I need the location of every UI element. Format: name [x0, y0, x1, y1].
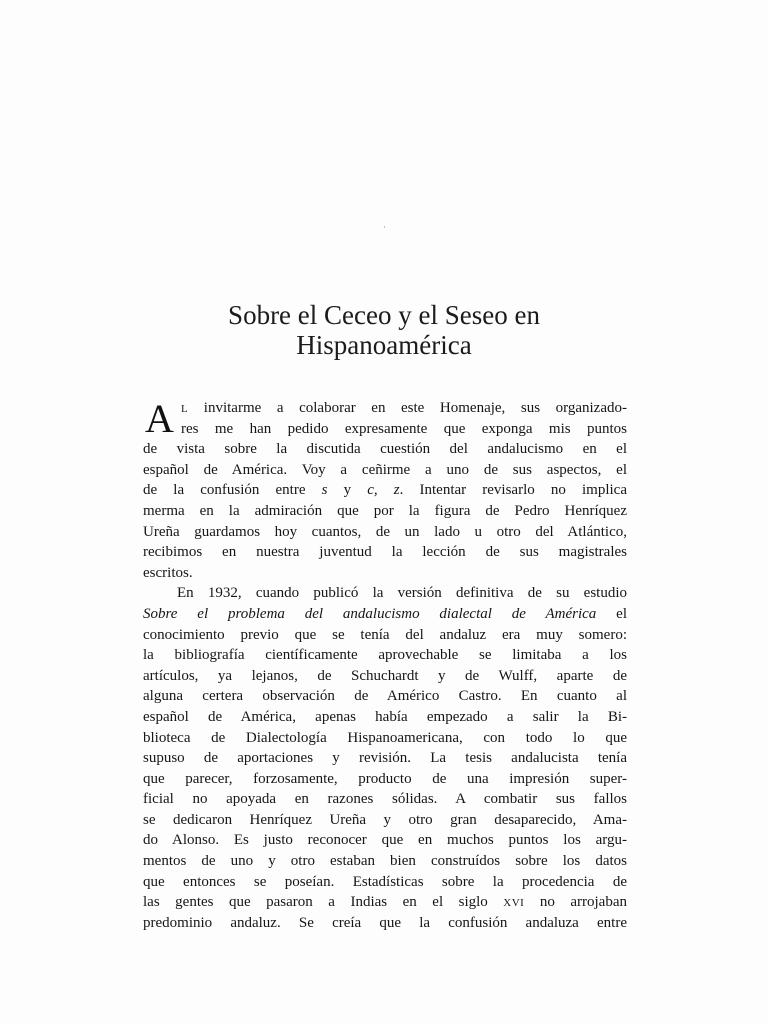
title-line-2: Hispanoamérica: [296, 330, 472, 360]
italic-letters: c, z: [367, 482, 400, 499]
text-line: [143, 892, 627, 913]
text-line: que entonces se poseían. Estadísticas sobre la procedencia de: [143, 873, 627, 890]
paragraph-1: [143, 398, 627, 583]
text-line: ficial no apoyada en razones sólidas. A combatir sus fallos: [143, 791, 627, 808]
paragraph-2: [143, 583, 627, 933]
text-line: español de América, apenas había empezado a salir la Bi-: [143, 708, 627, 725]
text-line: do Alonso. Es justo reconocer que en muchos puntos los argu-: [143, 832, 627, 849]
lead-smallcaps: L: [181, 403, 189, 415]
page-mark: ·: [383, 223, 386, 233]
text-line: supuso de aportaciones y revisión. La tesis andalucista tenía: [143, 750, 627, 767]
text-line: En 1932, cuando publicó la versión definitiva de su estudio: [177, 585, 627, 602]
text-line: artículos, ya lejanos, de Schuchardt y de Wulff, aparte de: [143, 667, 627, 684]
text-line: [143, 480, 627, 501]
text-line: merma en la admiración que por la figura de Pedro Henríquez: [143, 502, 627, 519]
title-line-1: Sobre el Ceceo y el Seseo en: [228, 300, 540, 330]
text-line: la bibliografía científicamente aprovechable se limitaba a los: [143, 647, 627, 664]
text-line: que parecer, forzosamente, producto de una impresión super-: [143, 770, 627, 787]
text-line: res me han pedido expresamente que exponga mis puntos: [181, 420, 627, 437]
text-line: Ureña guardamos hoy cuantos, de un lado u otro del Atlántico,: [143, 523, 627, 540]
article-body: [143, 398, 627, 933]
italic-letter: s: [321, 482, 328, 499]
text-line: [143, 604, 627, 625]
text-line: de vista sobre la discutida cuestión del andalucismo en el: [143, 441, 627, 458]
line-text: . Intentar revisarlo no implica: [399, 482, 627, 499]
text-line: predominio andaluz. Se creía que la confusión andaluza entre: [143, 914, 627, 931]
line-text: las gentes que pasaron a Indias en el siglo: [143, 894, 504, 911]
text-line: escritos.: [143, 564, 193, 581]
article-title: [0, 300, 768, 360]
text-line: se dedicaron Henríquez Ureña y otro gran desaparecido, Ama-: [143, 811, 627, 828]
line-text: de la confusión entre: [143, 482, 322, 499]
text-line: blioteca de Dialectología Hispanoamericana, con todo lo que: [143, 729, 627, 746]
text-line: conocimiento previo que se tenía del andaluz era muy somero:: [143, 626, 627, 643]
text-line: recibimos en nuestra juventud la lección de sus magistrales: [143, 544, 627, 561]
text-line: mentos de uno y otro estaban bien construídos sobre los datos: [143, 853, 627, 870]
line-text: invitarme a colaborar en este Homenaje, sus organizado-: [188, 400, 627, 416]
line-text: el: [596, 605, 627, 622]
text-line: español de América. Voy a ceñirme a uno de sus aspectos, el: [143, 461, 627, 478]
text-line: alguna certera observación de Américo Castro. En cuanto al: [143, 688, 627, 705]
drop-cap: A: [145, 396, 174, 441]
text-line: [143, 398, 627, 419]
line-text: y: [327, 482, 368, 499]
line-text: no arrojaban: [524, 894, 627, 911]
cited-work-title: Sobre el problema del andalucismo dialectal de América: [143, 605, 597, 622]
century-smallcaps: XVI: [503, 897, 525, 910]
